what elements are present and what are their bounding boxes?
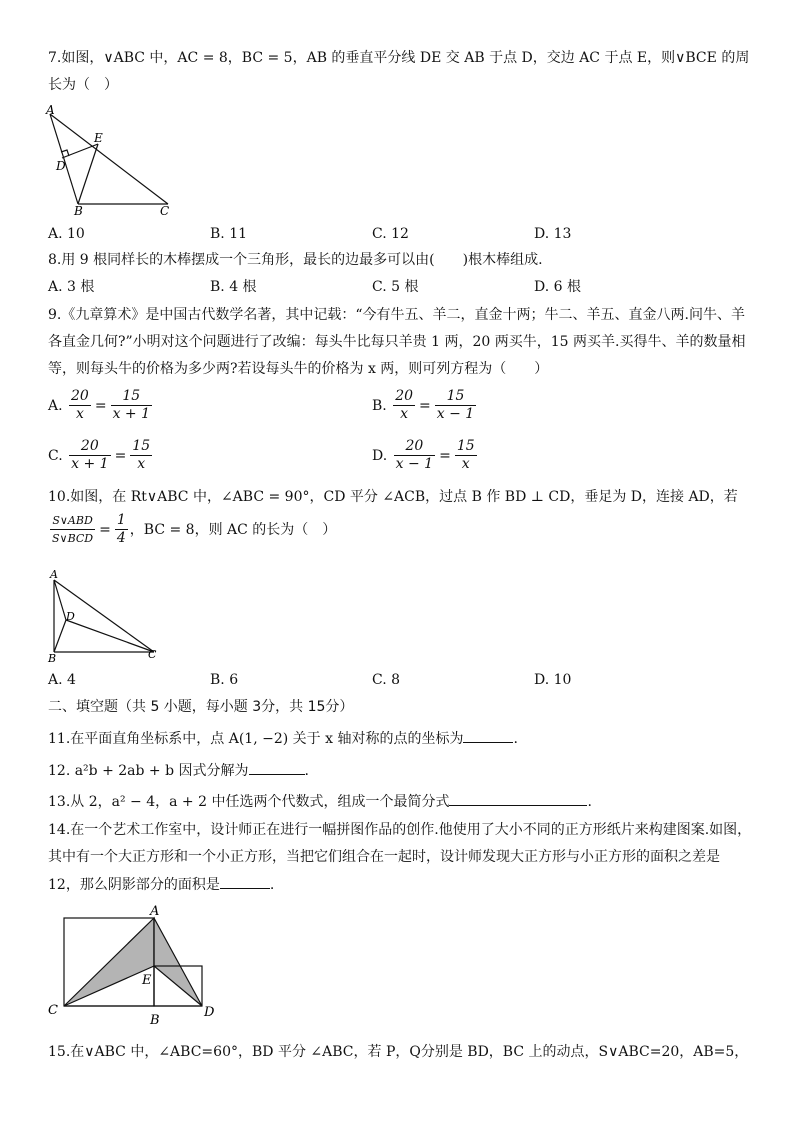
q7-text-line1: 7.如图，∨ABC 中，AC = 8，BC = 5，AB 的垂直平分线 DE 交 AB 于点 D，交边 AC 于点 E，则∨BCE 的周 xyxy=(48,50,750,66)
q10-triangle-figure xyxy=(44,566,168,664)
q12-answer-blank[interactable] xyxy=(249,760,305,775)
q7-label-e: E xyxy=(94,131,103,145)
q14-answer-blank[interactable] xyxy=(220,874,270,889)
q9-option-d[interactable]: D. $\frac{20}{x - 1}$ = $\frac{15}{x}$ xyxy=(372,438,475,472)
q14-label-b: B xyxy=(150,1013,160,1028)
q13-text: 13.从 2，a² − 4，a + 2 中任选两个代数式，组成一个最简分式 xyxy=(48,794,450,810)
q9-option-d-label: D. xyxy=(372,447,388,464)
q14-label-a: A xyxy=(150,904,160,919)
q10-label-c: C xyxy=(148,648,157,661)
q9-option-d-left-fraction: $\frac{20}{x - 1}$ xyxy=(395,438,434,472)
q9-option-c-label: C. xyxy=(48,447,63,464)
q13: 13.从 2，a² − 4，a + 2 中任选两个代数式，组成一个最简分式 . xyxy=(48,791,592,812)
q7-label-a: A xyxy=(46,103,55,117)
q14-text-line1: 14.在一个艺术工作室中，设计师正在进行一幅拼图作品的创作.他使用了大小不同的正方形纸片来构建图案.如图， xyxy=(48,822,752,838)
q9-text-line1: 9.《九章算术》是中国古代数学名著，其中记载：“今有牛五、羊二，直金十两；牛二、羊五、直金八两.问牛、羊 xyxy=(48,307,745,323)
q9-option-d-right-fraction: $\frac{15}{x}$ xyxy=(456,438,475,472)
q8-option-d[interactable]: D. 6 根 xyxy=(534,279,581,295)
q7-option-c[interactable]: C. 12 xyxy=(372,226,409,242)
q12-text: 12. a²b + 2ab + b 因式分解为 xyxy=(48,763,249,779)
q9-option-b[interactable]: B. $\frac{20}{x}$ = $\frac{15}{x - 1}$ xyxy=(372,388,475,422)
q8-option-a[interactable]: A. 3 根 xyxy=(48,279,95,295)
q12: 12. a²b + 2ab + b 因式分解为 . xyxy=(48,760,309,781)
q14-label-d: D xyxy=(204,1005,215,1020)
q10-label-a: A xyxy=(50,568,58,581)
q10-option-d[interactable]: D. 10 xyxy=(534,672,572,688)
q7-option-d[interactable]: D. 13 xyxy=(534,226,572,242)
q10-text-line2: $\frac{\text{S∨ABD}}{\text{S∨BCD}}$ = $\frac{1}{4}$ ，BC = 8，则 AC 的长为（ ） xyxy=(52,512,337,546)
q7-triangle-figure xyxy=(40,100,180,218)
q11-text: 11.在平面直角坐标系中，点 A(1, −2) 关于 x 轴对称的点的坐标为 xyxy=(48,731,464,747)
q10-text-line1: 10.如图，在 Rt∨ABC 中，∠ABC = 90°，CD 平分 ∠ACB，过点 B 作 BD ⊥ CD，垂足为 D，连接 AD，若 xyxy=(48,489,738,505)
q14-label-c: C xyxy=(48,1003,58,1018)
q9-option-b-right-fraction: $\frac{15}{x - 1}$ xyxy=(436,388,475,422)
q7-label-b: B xyxy=(74,204,83,218)
q14-squares-figure xyxy=(44,902,224,1028)
q8-option-b[interactable]: B. 4 根 xyxy=(210,279,257,295)
q10-option-c[interactable]: C. 8 xyxy=(372,672,401,688)
q10-label-d: D xyxy=(66,610,75,623)
q11-answer-blank[interactable] xyxy=(463,728,513,743)
q14-text-line3: 12，那么阴影部分的面积是 . xyxy=(48,874,274,895)
q14-text-line2: 其中有一个大正方形和一个小正方形，当把它们组合在一起时，设计师发现大正方形与小正方形的面积之差是 xyxy=(48,849,720,865)
q7-option-b[interactable]: B. 11 xyxy=(210,226,248,242)
q10-option-a[interactable]: A. 4 xyxy=(48,672,76,688)
q10-ratio-value: $\frac{1}{4}$ xyxy=(116,512,126,546)
q7-label-d: D xyxy=(56,159,66,173)
q9-option-a-label: A. xyxy=(48,397,63,414)
q13-answer-blank[interactable] xyxy=(449,791,587,806)
q14-label-e: E xyxy=(142,973,152,988)
q9-option-c[interactable]: C. $\frac{20}{x + 1}$ = $\frac{15}{x}$ xyxy=(48,438,151,472)
q8-text: 8.用 9 根同样长的木棒摆成一个三角形，最长的边最多可以由( )根木棒组成. xyxy=(48,252,543,268)
q10-option-b[interactable]: B. 6 xyxy=(210,672,239,688)
q9-option-b-label: B. xyxy=(372,397,387,414)
q9-option-a-left-fraction: $\frac{20}{x}$ xyxy=(71,388,89,422)
q9-option-c-right-fraction: $\frac{15}{x}$ xyxy=(132,438,151,472)
q11: 11.在平面直角坐标系中，点 A(1, −2) 关于 x 轴对称的点的坐标为 . xyxy=(48,728,518,749)
q9-option-c-left-fraction: $\frac{20}{x + 1}$ xyxy=(71,438,109,472)
q7-option-a[interactable]: A. 10 xyxy=(48,226,85,242)
q15-text-line1: 15.在∨ABC 中，∠ABC=60°，BD 平分 ∠ABC，若 P，Q分别是 BD，BC 上的动点，S∨ABC=20，AB=5， xyxy=(48,1044,749,1060)
q9-text-line3: 等，则每头牛的价格为多少两?若设每头牛的价格为 x 两，则可列方程为（ ） xyxy=(48,361,549,377)
q10-area-ratio: $\frac{\text{S∨ABD}}{\text{S∨BCD}}$ xyxy=(52,514,94,545)
q8-option-c[interactable]: C. 5 根 xyxy=(372,279,419,295)
q7-text-line2: 长为（ ） xyxy=(48,77,118,93)
q7-label-c: C xyxy=(160,204,170,218)
q9-option-a[interactable]: A. $\frac{20}{x}$ = $\frac{15}{x + 1}$ xyxy=(48,388,151,422)
section-2-title: 二、填空题（共 5 小题，每小题 3分，共 15分） xyxy=(48,699,354,715)
q9-text-line2: 各直金几何?”小明对这个问题进行了改编：每头牛比每只羊贵 1 两，20 两买牛，15 两买羊.买得牛、羊的数量相 xyxy=(48,334,746,350)
q9-option-a-right-fraction: $\frac{15}{x + 1}$ xyxy=(112,388,151,422)
q10-label-b: B xyxy=(48,652,57,664)
q9-option-b-left-fraction: $\frac{20}{x}$ xyxy=(395,388,414,422)
